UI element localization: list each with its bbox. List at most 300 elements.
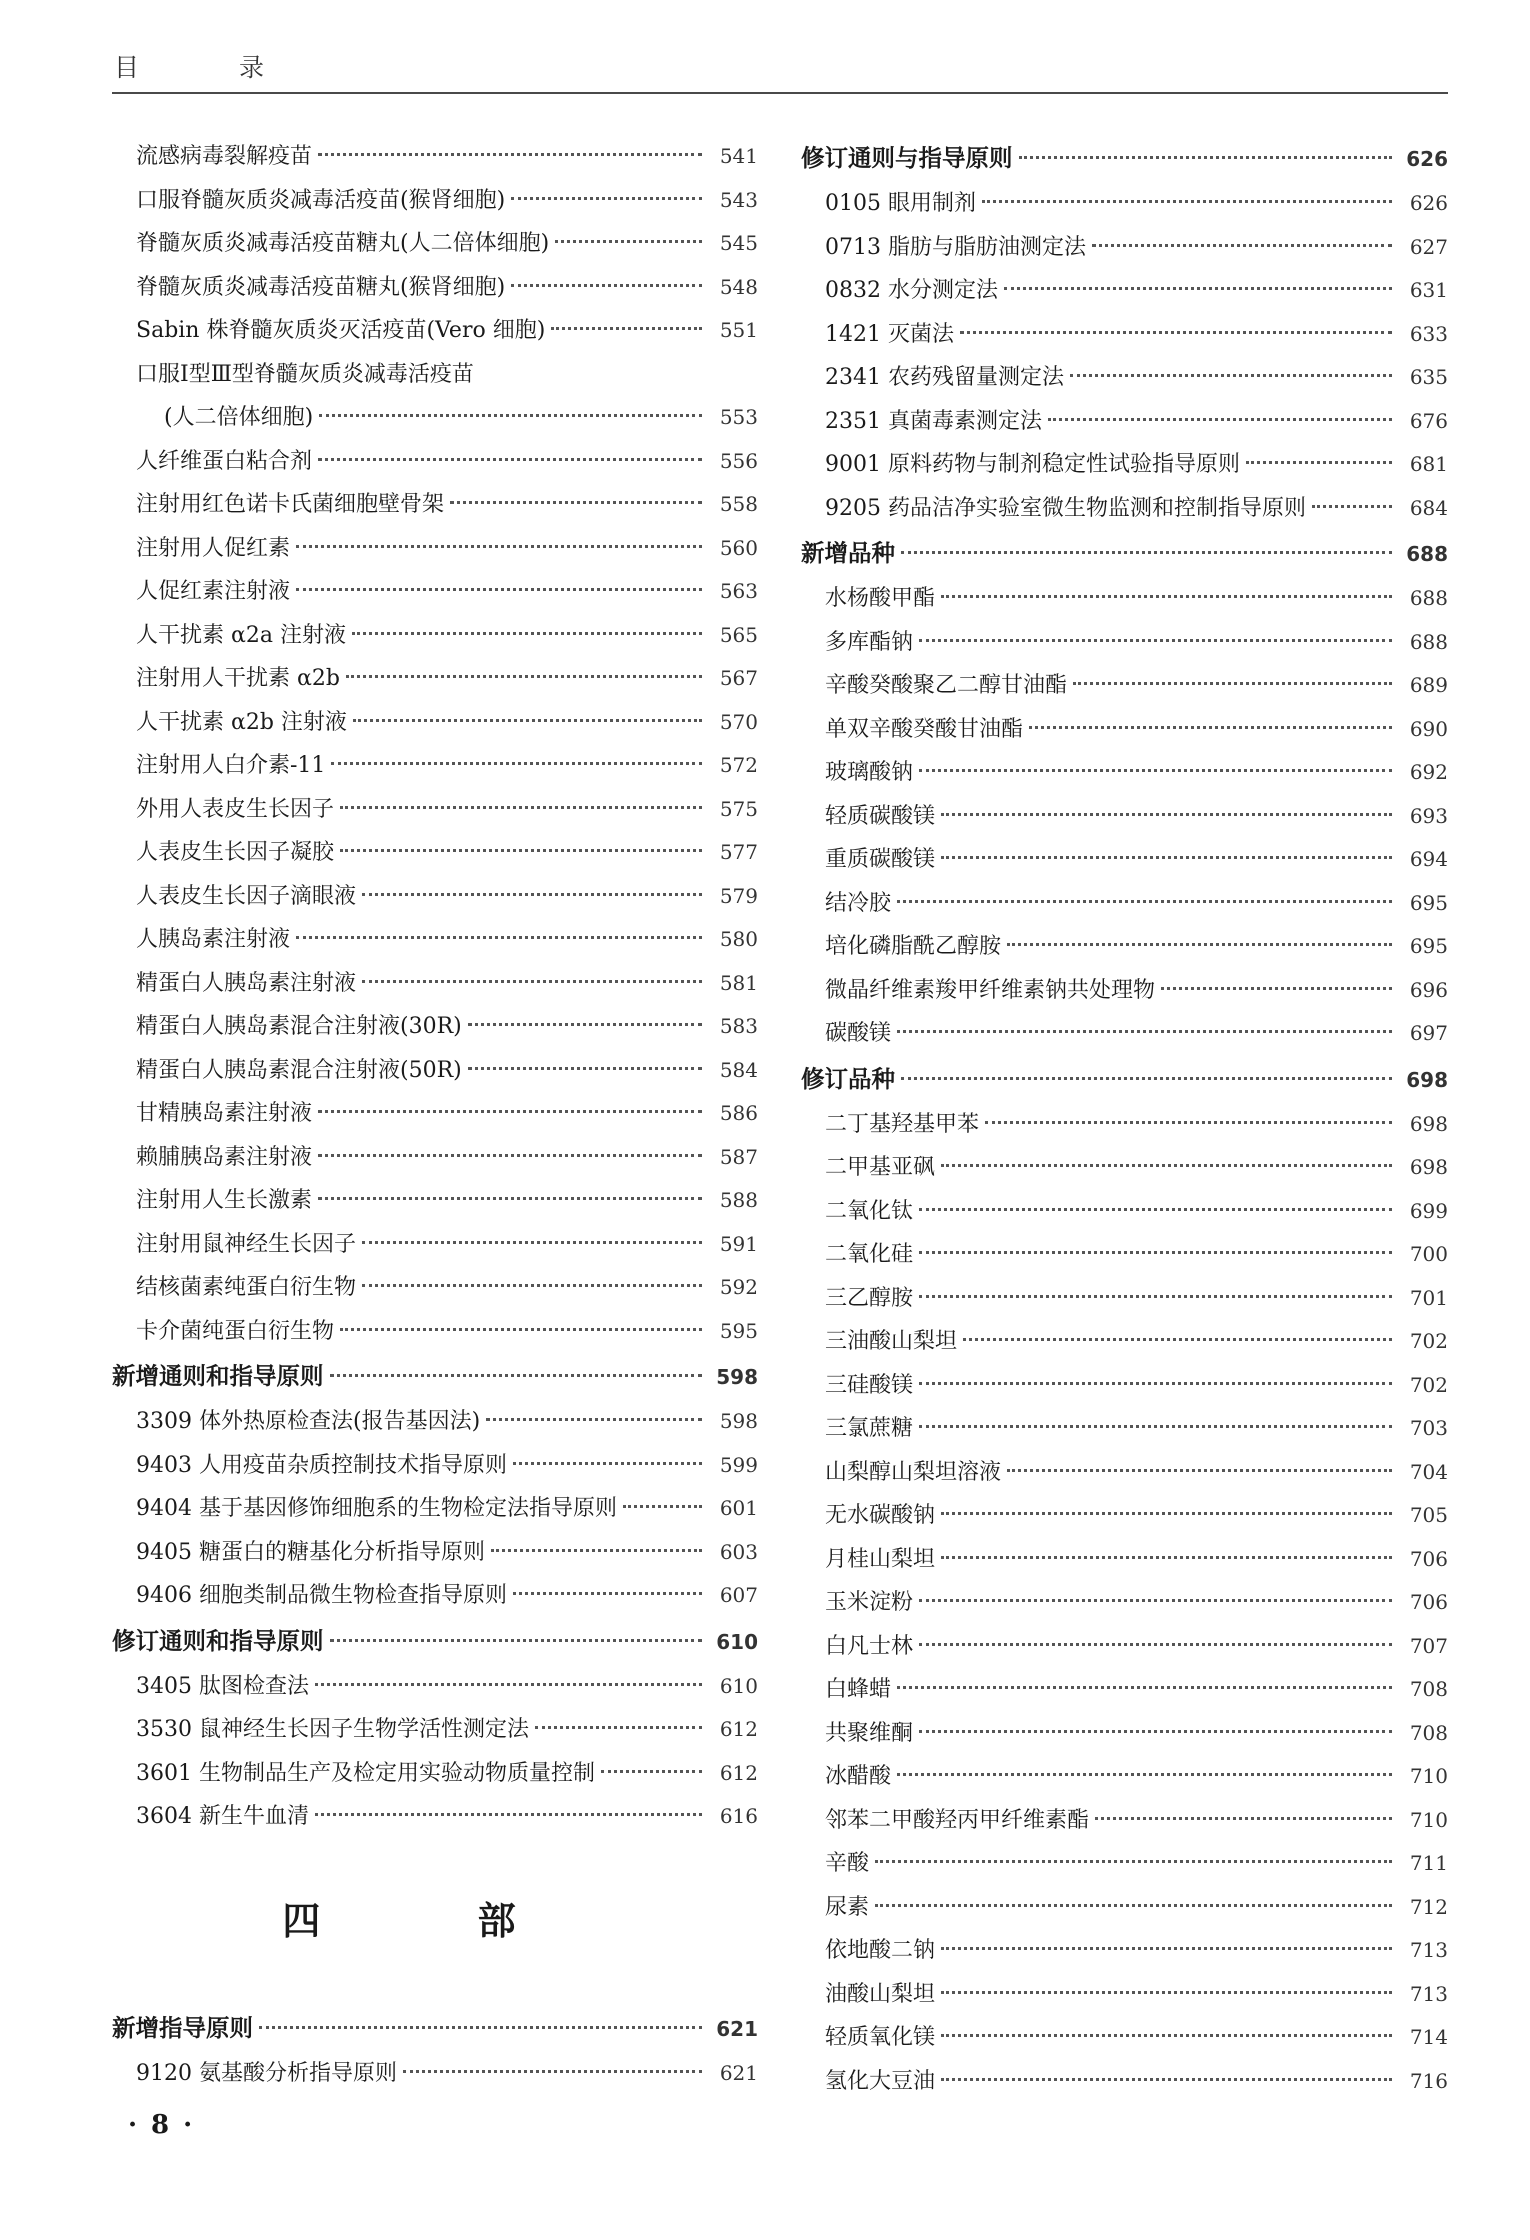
toc-entry-title: 三氯蔗糖 [825,1416,914,1441]
toc-page-number: 705 [1409,1503,1448,1527]
toc-entry-title: 9205 药品洁净实验室微生物监测和控制指导原则 [825,495,1306,521]
toc-entry-title: (人二倍体细胞) [164,405,314,430]
dot-leader [919,1643,1392,1646]
dot-leader [330,1639,703,1642]
toc-entry[interactable] [801,1190,1448,1234]
dot-leader [535,1726,702,1729]
toc-entry-title: 轻质氧化镁 [825,2025,936,2050]
toc-entry[interactable] [801,1451,1448,1495]
toc-entry[interactable] [801,925,1448,969]
toc-page-number: 560 [719,535,758,560]
toc-entry-title: 白蜂蜡 [825,1677,892,1702]
toc-entry-title: 二甲基亚砜 [825,1155,936,1180]
dot-leader [468,1023,702,1026]
toc-entry[interactable] [801,1103,1448,1147]
toc-entry-title: 二氧化钛 [825,1198,914,1224]
toc-entry-title: 碳酸镁 [825,1021,892,1046]
toc-page-number: 699 [1409,1198,1448,1223]
toc-entry-title: 二氧化硅 [825,1242,914,1267]
dot-leader [941,1512,1392,1515]
toc-entry[interactable] [801,443,1448,487]
toc-entry-title: 外用人表皮生长因子 [136,796,335,822]
dot-leader [296,588,702,591]
dot-leader [985,1121,1392,1124]
toc-page-number: 598 [719,1409,758,1433]
toc-entry[interactable] [801,751,1448,795]
toc-page-number: 579 [719,883,758,908]
toc-page-number: 710 [1409,1764,1448,1788]
toc-entry-title: 水杨酸甲酯 [825,586,936,611]
toc-entry[interactable] [801,1625,1448,1669]
toc-entry[interactable] [112,483,758,527]
toc-entry-title: 流感病毒裂解疫苗 [136,144,313,169]
toc-entry[interactable] [801,664,1448,708]
toc-entry-title: 油酸山梨坦 [825,1981,936,2007]
toc-entry-title: 注射用人促红素 [136,535,291,561]
toc-entry-title: 3309 体外热原检查法(报告基因法) [136,1409,481,1434]
toc-page-number: 595 [719,1318,758,1343]
toc-page-number: 708 [1409,1720,1448,1745]
page-number: ·8· [128,2110,207,2140]
toc-entry[interactable] [801,1494,1448,1538]
toc-entry[interactable] [801,838,1448,882]
toc-entry-title: 三乙醇胺 [825,1285,914,1311]
toc-entry[interactable] [112,440,758,484]
toc-entry[interactable] [112,1092,758,1136]
toc-page-number: 572 [719,753,758,777]
toc-entry[interactable] [801,1712,1448,1756]
toc-entry-title: 人促红素注射液 [136,579,291,604]
toc-entry-title: 结冷胶 [825,890,892,916]
toc-entry[interactable] [801,1277,1448,1321]
toc-entry[interactable] [801,1364,1448,1408]
toc-entry[interactable] [801,226,1448,270]
toc-entry-title: 白凡士林 [825,1633,914,1659]
toc-page-number: 702 [1409,1329,1448,1353]
toc-entry-title: 辛酸 [825,1851,870,1876]
toc-entry[interactable] [112,875,758,919]
toc-entry[interactable] [112,179,758,223]
dot-leader [450,501,702,504]
dot-leader [1004,287,1392,290]
toc-section-heading[interactable] [112,1353,758,1400]
toc-entry-title: 单双辛酸癸酸甘油酯 [825,716,1024,742]
toc-page-number: 577 [719,840,758,864]
dot-leader [919,769,1392,772]
toc-entry-title: 结核菌素纯蛋白衍生物 [136,1275,357,1300]
running-title: 目 录 [114,53,310,82]
toc-entry-title: 轻质碳酸镁 [825,803,936,829]
toc-entry-title: 氢化大豆油 [825,2068,936,2094]
toc-entry[interactable] [112,1487,758,1531]
toc-entry[interactable] [801,969,1448,1013]
toc-entry-title: 山梨醇山梨坦溶液 [825,1459,1002,1485]
dot-leader [941,856,1392,859]
dot-leader [315,1683,702,1686]
toc-page-number: 626 [1406,147,1448,171]
toc-page-number: 610 [716,1629,758,1654]
toc-entry-title: 精蛋白人胰岛素混合注射液(50R) [136,1057,462,1083]
dot-leader [362,1284,702,1287]
toc-entry[interactable] [112,1049,758,1093]
toc-page-number: 599 [719,1452,758,1477]
dot-leader [511,284,702,287]
dot-leader [1007,1469,1392,1472]
dot-leader [318,1110,702,1113]
toc-entry[interactable] [801,487,1448,531]
dot-leader [315,1813,702,1816]
dot-leader [919,1295,1392,1298]
toc-page-number: 695 [1409,934,1448,958]
toc-entry[interactable] [801,1973,1448,2017]
toc-page-number: 626 [1409,191,1448,215]
dot-leader [941,1991,1392,1994]
toc-page-number: 556 [719,448,758,473]
toc-page-number: 580 [719,927,758,951]
toc-entry[interactable] [112,1795,758,1839]
toc-entry[interactable] [112,1665,758,1709]
dot-leader [551,327,702,330]
toc-entry[interactable] [112,1310,758,1354]
toc-page-number: 689 [1409,673,1448,697]
toc-page-number: 692 [1409,760,1448,784]
dot-leader [919,1251,1392,1254]
toc-entry[interactable] [112,657,758,701]
toc-page-number: 684 [1409,495,1448,520]
toc-page-number: 694 [1409,847,1448,871]
toc-section-heading[interactable] [112,2005,758,2052]
toc-entry-title: 精蛋白人胰岛素混合注射液(30R) [136,1014,462,1039]
toc-entry-title: 多库酯钠 [825,629,914,655]
toc-page-number: 712 [1409,1894,1448,1919]
toc-page-number: 713 [1409,1938,1448,1962]
dot-leader [919,1208,1392,1211]
toc-page-number: 633 [1409,321,1448,346]
toc-entry[interactable] [801,182,1448,226]
toc-entry-title: 月桂山梨坦 [825,1546,936,1572]
dot-leader [919,1599,1392,1602]
toc-entry[interactable] [801,621,1448,665]
dot-leader [941,595,1392,598]
dot-leader [1246,461,1392,464]
toc-page-number: 587 [719,1144,758,1169]
toc-entry[interactable] [112,570,758,614]
toc-entry-title: 赖脯胰岛素注射液 [136,1144,313,1170]
dot-leader [901,551,1392,554]
toc-page-number: 714 [1409,2025,1448,2049]
toc-page-number: 710 [1409,1807,1448,1832]
toc-entry[interactable] [801,1799,1448,1843]
toc-entry-title: 邻苯二甲酸羟丙甲纤维素酯 [825,1807,1090,1833]
dot-leader [897,900,1392,903]
toc-entry-title: 修订通则和指导原则 [112,1626,324,1655]
toc-entry-title: Sabin 株脊髓灰质炎灭活疫苗(Vero 细胞) [136,318,546,343]
dot-leader [1007,943,1392,946]
dot-leader [296,545,702,548]
toc-entry-title: 3601 生物制品生产及检定用实验动物质量控制 [136,1760,595,1786]
dot-leader [960,331,1392,334]
toc-entry[interactable] [801,1929,1448,1973]
toc-entry[interactable] [801,882,1448,926]
dot-leader [362,1241,702,1244]
toc-page-number: 693 [1409,803,1448,828]
toc-section-heading[interactable] [112,1618,758,1665]
toc-page-number: 563 [719,579,758,603]
toc-page-number: 681 [1409,452,1448,476]
dot-leader [319,414,702,417]
toc-entry-title: 2341 农药残留量测定法 [825,365,1064,390]
toc-entry-title: 培化磷脂酰乙醇胺 [825,934,1002,959]
dot-leader [353,719,702,722]
toc-entry-title: 口服脊髓灰质炎减毒活疫苗(猴肾细胞) [136,187,506,213]
toc-entry-title: 注射用人干扰素 α2b [136,666,340,691]
toc-entry-title: 注射用鼠神经生长因子 [136,1231,357,1257]
toc-entry-title: 微晶纤维素羧甲纤维素钠共处理物 [825,977,1156,1003]
toc-page-number: 583 [719,1014,758,1038]
toc-entry-title: 人纤维蛋白粘合剂 [136,448,313,474]
toc-page-number: 708 [1409,1677,1448,1701]
dot-leader [318,458,702,461]
toc-page-number: 706 [1409,1590,1448,1614]
toc-page-number: 565 [719,622,758,647]
dot-leader [941,1556,1392,1559]
toc-section-heading[interactable] [801,1056,1448,1103]
toc-page-number: 612 [719,1717,758,1741]
dot-leader [362,980,702,983]
dot-leader [468,1067,702,1070]
toc-entry-title: 注射用人白介素-11 [136,753,326,778]
dot-leader [601,1770,702,1773]
toc-entry[interactable] [801,795,1448,839]
toc-page-number: 711 [1409,1851,1448,1875]
toc-entry[interactable] [801,1012,1448,1056]
toc-entry-title: 新增指导原则 [112,2014,253,2042]
toc-entry-title: 注射用人生长激素 [136,1188,313,1213]
toc-entry[interactable] [112,1266,758,1310]
toc-entry[interactable] [801,1842,1448,1886]
toc-entry-title: 新增通则和指导原则 [112,1362,324,1390]
toc-entry-title: 玉米淀粉 [825,1590,914,1615]
dot-leader [1092,244,1392,247]
dot-leader [403,2070,702,2073]
toc-entry-title: 辛酸癸酸聚乙二醇甘油酯 [825,673,1068,698]
toc-entry[interactable] [801,400,1448,444]
toc-page-number: 607 [719,1583,758,1607]
toc-page-number: 713 [1409,1981,1448,2006]
dot-leader [919,1382,1392,1385]
toc-entry[interactable] [801,1755,1448,1799]
toc-entry-title: 人干扰素 α2b 注射液 [136,709,347,735]
toc-entry[interactable] [112,614,758,658]
toc-entry-title: 9406 细胞类制品微生物检查指导原则 [136,1583,507,1608]
toc-page-number: 676 [1409,408,1448,433]
toc-entry-title: 修订品种 [801,1064,895,1093]
toc-entry-title: 9405 糖蛋白的糖基化分析指导原则 [136,1539,485,1565]
toc-entry[interactable] [801,1146,1448,1190]
dot-leader [513,1462,702,1465]
toc-entry-title: 玻璃酸钠 [825,760,914,785]
toc-page-number: 603 [719,1539,758,1564]
toc-entry[interactable] [112,1223,758,1267]
dot-leader [1095,1817,1392,1820]
toc-entry[interactable] [112,222,758,266]
toc-entry[interactable] [112,831,758,875]
toc-page-number: 704 [1409,1459,1448,1484]
toc-page-number: 591 [719,1231,758,1256]
toc-entry[interactable] [112,1005,758,1049]
toc-page-number: 548 [719,274,758,299]
toc-entry[interactable] [112,1752,758,1796]
toc-page-number: 621 [719,2061,758,2085]
dot-leader [919,1730,1392,1733]
toc-entry[interactable] [801,1886,1448,1930]
dot-leader [1161,987,1392,990]
toc-page-number: 553 [719,405,758,429]
toc-entry-title: 0713 脂肪与脂肪油测定法 [825,234,1086,260]
toc-page-number: 688 [1409,586,1448,610]
dot-leader [555,240,702,243]
dot-leader [352,632,702,635]
toc-entry[interactable] [112,1400,758,1444]
toc-page-number: 592 [719,1275,758,1299]
toc-entry[interactable] [112,744,758,788]
toc-entry-title: 精蛋白人胰岛素注射液 [136,970,357,996]
toc-entry[interactable] [112,396,758,440]
toc-entry[interactable] [112,266,758,310]
toc-page-number: 551 [719,318,758,342]
toc-page-number: 586 [719,1101,758,1125]
toc-page-number: 698 [1409,1111,1448,1136]
dot-leader [982,200,1392,203]
dot-leader [941,1947,1392,1950]
toc-entry-title: 重质碳酸镁 [825,847,936,872]
toc-page-number: 631 [1409,278,1448,302]
toc-page-number: 700 [1409,1242,1448,1266]
toc-page-number: 698 [1409,1155,1448,1179]
toc-entry[interactable] [112,135,758,179]
toc-page-number: 706 [1409,1546,1448,1571]
toc-page-number: 612 [719,1760,758,1785]
toc-entry[interactable] [112,527,758,571]
dot-leader [362,893,702,896]
toc-right-column [801,135,1448,2103]
dot-leader [919,639,1392,642]
toc-entry[interactable] [801,1320,1448,1364]
toc-entry[interactable] [801,1233,1448,1277]
toc-page-number: 701 [1409,1285,1448,1310]
toc-entry[interactable] [801,1538,1448,1582]
toc-entry-title: 1421 灭菌法 [825,321,954,347]
toc-page-number: 541 [719,144,758,168]
dot-leader [941,2078,1392,2081]
dot-leader [875,1860,1392,1863]
toc-entry-title: 3405 肽图检查法 [136,1673,309,1699]
toc-entry[interactable] [112,1531,758,1575]
toc-page-number: 543 [719,187,758,212]
toc-entry-title: 注射用红色诺卡氏菌细胞壁骨架 [136,492,445,517]
toc-entry[interactable] [112,1179,758,1223]
toc-entry-title: 冰醋酸 [825,1764,892,1789]
toc-entry[interactable] [801,1668,1448,1712]
toc-entry[interactable] [112,701,758,745]
toc-entry-title: 9403 人用疫苗杂质控制技术指导原则 [136,1452,507,1478]
toc-entry[interactable] [112,962,758,1006]
toc-page-number: 688 [1406,542,1448,566]
toc-entry[interactable] [801,577,1448,621]
toc-entry[interactable] [112,1136,758,1180]
dot-leader [340,1328,702,1331]
toc-entry-title: 甘精胰岛素注射液 [136,1101,313,1126]
toc-page-number: 601 [719,1496,758,1520]
toc-entry-title: 人表皮生长因子凝胶 [136,840,335,865]
toc-section-heading[interactable] [801,530,1448,577]
toc-entry-title: 脊髓灰质炎减毒活疫苗糖丸(猴肾细胞) [136,274,506,300]
toc-entry-title: 3604 新生牛血清 [136,1804,309,1829]
toc-page-number: 688 [1409,629,1448,654]
dot-leader [318,1197,702,1200]
toc-page-number: 690 [1409,716,1448,741]
toc-entry-title: 三硅酸镁 [825,1372,914,1398]
toc-page-number: 696 [1409,977,1448,1002]
toc-entry[interactable] [801,269,1448,313]
toc-entry[interactable] [112,1574,758,1618]
toc-entry[interactable] [112,1444,758,1488]
dot-leader [941,813,1392,816]
dot-leader [897,1030,1392,1033]
toc-page-number: 702 [1409,1372,1448,1397]
dot-leader [346,675,702,678]
toc-entry-title: 尿素 [825,1894,870,1920]
toc-entry[interactable] [801,1581,1448,1625]
toc-entry-title: 9001 原料药物与制剂稳定性试验指导原则 [825,452,1240,477]
toc-entry[interactable] [112,2052,758,2096]
toc-entry[interactable] [801,708,1448,752]
toc-entry-title: 二丁基羟基甲苯 [825,1111,980,1137]
toc-page-number: 697 [1409,1021,1448,1045]
toc-entry[interactable] [112,788,758,832]
toc-entry[interactable] [112,353,758,397]
toc-entry[interactable] [801,2016,1448,2060]
dot-leader [511,197,702,200]
toc-entry[interactable] [112,309,758,353]
toc-page-number: 545 [719,231,758,255]
toc-page-number: 616 [719,1804,758,1828]
toc-page-number: 703 [1409,1416,1448,1440]
toc-entry[interactable] [801,2060,1448,2104]
toc-entry-title: 共聚维酮 [825,1720,914,1746]
toc-page-number: 575 [719,796,758,821]
toc-entry[interactable] [801,1407,1448,1451]
dot-leader [259,2026,702,2029]
dot-leader [1312,505,1392,508]
dot-leader [340,849,702,852]
dot-leader [897,1686,1392,1689]
toc-entry-title: 脊髓灰质炎减毒活疫苗糖丸(人二倍体细胞) [136,231,550,256]
toc-entry[interactable] [112,918,758,962]
toc-entry-title: 2351 真菌毒素测定法 [825,408,1042,434]
toc-entry-title: 9120 氨基酸分析指导原则 [136,2061,397,2086]
toc-section-heading[interactable] [801,135,1448,182]
toc-entry-title: 新增品种 [801,539,895,567]
dot-leader [318,153,702,156]
toc-entry[interactable] [801,313,1448,357]
toc-entry[interactable] [112,1708,758,1752]
toc-page-number: 635 [1409,365,1448,389]
dot-leader [963,1338,1392,1341]
toc-entry[interactable] [801,356,1448,400]
dot-leader [919,1425,1392,1428]
dot-leader [901,1077,1392,1080]
